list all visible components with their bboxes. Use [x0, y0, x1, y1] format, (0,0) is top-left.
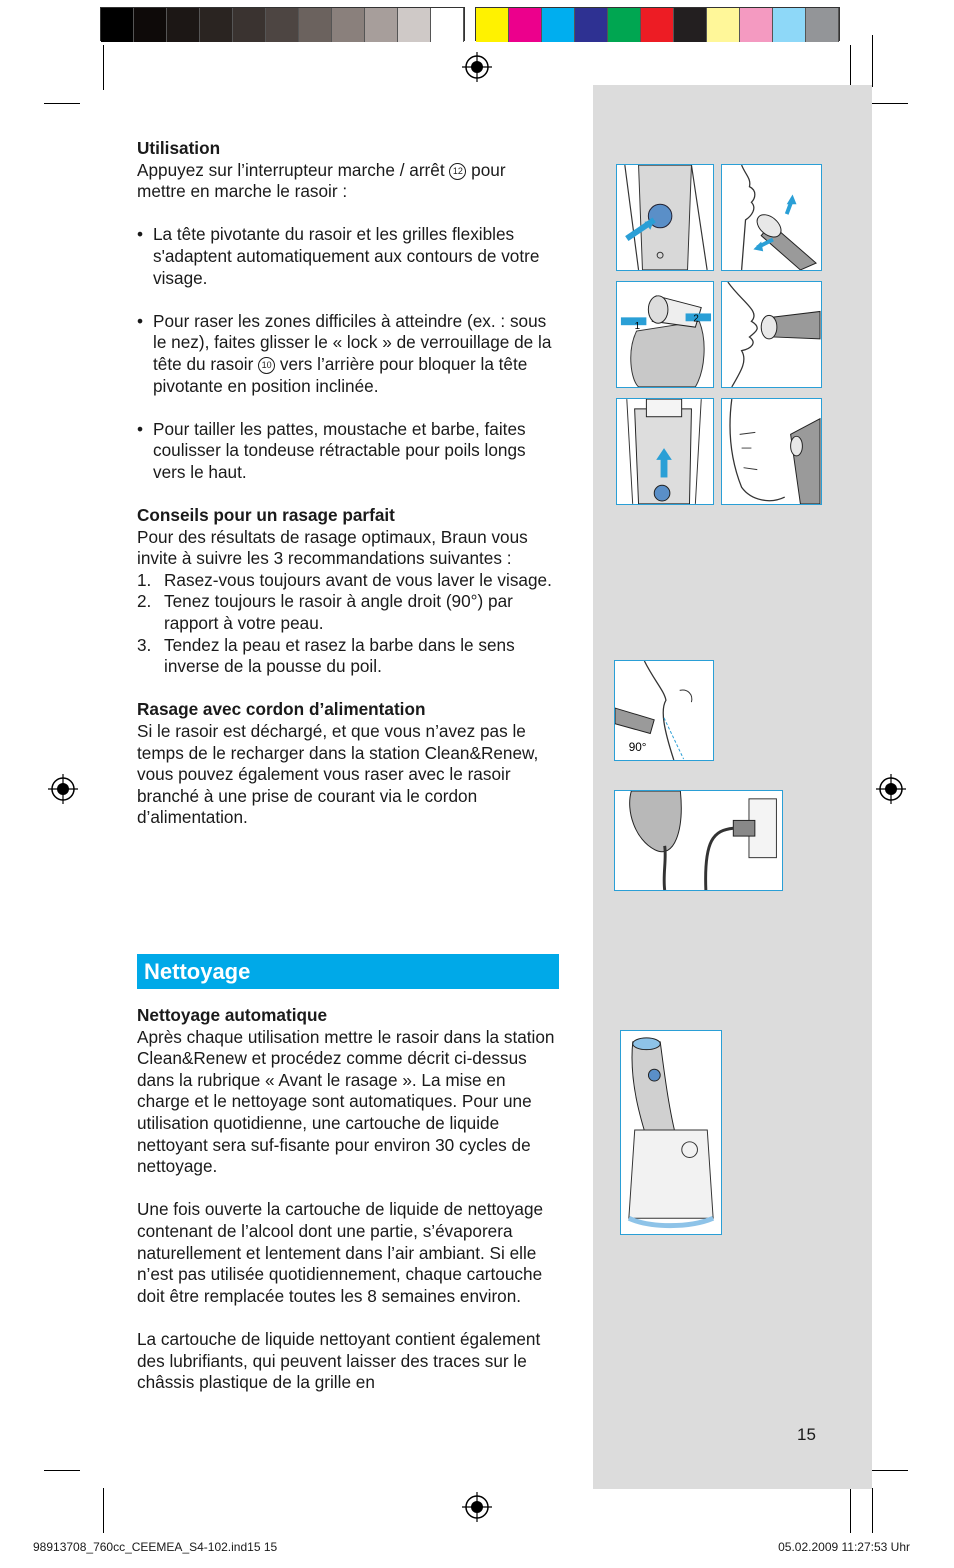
- crop-mark: [44, 103, 80, 104]
- list-item: 3. Tendez la peau et rasez la barbe dans le sens inverse de la pousse du poil.: [137, 634, 515, 677]
- color-swatch: [575, 8, 608, 42]
- lock-slider-icon: [617, 282, 713, 387]
- list-item: • Pour raser les zones difficiles à atteindre (ex. : sous le nez), faites glisser le « lock » de verrouillage de la tête du rasoir 10 vers l’arrière pour bloquer la tête pivotante en position inclinée.: [137, 310, 552, 396]
- figure-trimmer: [616, 398, 714, 505]
- registration-mark-icon: [876, 774, 906, 804]
- color-swatch: [134, 8, 167, 42]
- grayscale-swatches: [100, 7, 465, 41]
- section-banner-cleaning: Nettoyage: [137, 954, 559, 989]
- color-swatch: [101, 8, 134, 42]
- section-heading-tips: Conseils pour un rasage parfait: [137, 505, 395, 526]
- color-swatch: [167, 8, 200, 42]
- color-swatch: [365, 8, 398, 42]
- step-label: 1: [634, 321, 641, 333]
- color-swatches: [475, 7, 840, 41]
- color-swatch: [707, 8, 740, 42]
- figure-sideburns: [721, 398, 822, 505]
- shaver-cord-icon: [615, 791, 782, 890]
- figure-lock-slider: [616, 281, 714, 388]
- color-swatch: [641, 8, 674, 42]
- crop-mark: [872, 1470, 908, 1471]
- color-swatch: [431, 8, 464, 42]
- footer-timestamp: 05.02.2009 11:27:53 Uhr: [778, 1540, 910, 1554]
- page-number: 15: [797, 1425, 816, 1444]
- registration-mark-icon: [462, 1492, 492, 1522]
- crop-mark: [872, 1488, 873, 1533]
- section-heading-clean: Nettoyage automatique: [137, 1005, 328, 1025]
- figure-cord: [614, 790, 783, 891]
- crop-mark: [850, 45, 851, 90]
- tips-intro: Pour des résultats de rasage optimaux, Braun vous invite à suivre les 3 recommandations suivantes :: [137, 526, 528, 569]
- color-calibration-bar: [100, 7, 850, 41]
- use-intro: Appuyez sur l’interrupteur marche / arrêt 12 pour mettre en marche le rasoir :: [137, 159, 506, 202]
- step-label: 2: [693, 313, 699, 325]
- color-swatch: [806, 8, 839, 42]
- face-shaving-icon: [722, 165, 821, 270]
- color-swatch: [509, 8, 542, 42]
- cleaning-text-column: [137, 1005, 559, 1394]
- figure-head-lock: [721, 164, 822, 271]
- color-swatch: [233, 8, 266, 42]
- registration-mark-icon: [462, 52, 492, 82]
- color-swatch: [542, 8, 575, 42]
- footer-file-info: 98913708_760cc_CEEMEA_S4-102.ind15 15: [33, 1540, 278, 1554]
- figure-angle: [614, 660, 714, 761]
- figure-switch-on: [616, 164, 714, 271]
- crop-mark: [872, 35, 873, 87]
- clean-paragraph: Après chaque utilisation mettre le rasoir dans la station Clean&Renew et procédez comme décrit ci-dessus dans la rubrique « Avant le rasage ». La mise en charge et le nettoyage sont automatiques. Pour une utilisation quotidienne, une cartouche de liquide nettoyant sera suf-fisante pour environ 30 cycles de nettoyage.: [137, 1026, 555, 1177]
- face-angle-icon: [615, 661, 713, 760]
- section-heading-cord: Rasage avec cordon d’alimentation: [137, 699, 426, 720]
- color-swatch: [608, 8, 641, 42]
- section-heading-use: Utilisation: [137, 138, 221, 158]
- clean-paragraph: Une fois ouverte la cartouche de liquide de nettoyage contenant de l’alcool dont une partie, s’évaporera naturellement et lentement dans l’air ambiant. Si elle n’est pas utilisée quotidiennement, chaque cartouche doit être remplacée toutes les 8 semaines environ.: [137, 1199, 544, 1306]
- crop-mark: [44, 1470, 80, 1471]
- figure-clean-station: [620, 1030, 722, 1235]
- crop-mark: [103, 45, 104, 90]
- crop-mark: [872, 103, 908, 104]
- ref-number-badge: 12: [449, 163, 466, 180]
- list-item: • La tête pivotante du rasoir et les grilles flexibles s'adaptent automatiquement aux contours de votre visage.: [137, 224, 540, 288]
- shaver-switch-icon: [617, 165, 713, 270]
- clean-paragraph: La cartouche de liquide nettoyant contient également des lubrifiants, qui peuvent laisser des traces sur le châssis plastique de la grille en: [137, 1328, 541, 1393]
- face-sideburns-icon: [722, 399, 821, 504]
- trimmer-icon: [617, 399, 713, 504]
- main-text-column: [137, 138, 559, 829]
- list-item: 2. Tenez toujours le rasoir à angle droit (90°) par rapport à votre peau.: [137, 591, 513, 634]
- crop-mark: [103, 1488, 104, 1533]
- face-under-nose-icon: [722, 282, 821, 387]
- list-item: • Pour tailler les pattes, moustache et barbe, faites coulisser la tondeuse rétractable pour poils longs vers le haut.: [137, 418, 526, 482]
- crop-mark: [850, 1488, 851, 1533]
- color-swatch: [266, 8, 299, 42]
- registration-mark-icon: [48, 774, 78, 804]
- figure-under-nose: [721, 281, 822, 388]
- angle-label: 90°: [628, 741, 647, 755]
- color-swatch: [740, 8, 773, 42]
- color-swatch: [200, 8, 233, 42]
- color-swatch: [332, 8, 365, 42]
- cord-text: Si le rasoir est déchargé, et que vous n’avez pas le temps de le recharger dans la station Clean&Renew, vous pouvez également vous raser avec le rasoir branché à une prise de courant via le cordon d’alimentation.: [137, 721, 539, 828]
- color-swatch: [476, 8, 509, 42]
- color-swatch: [773, 8, 806, 42]
- clean-station-icon: [621, 1031, 721, 1234]
- color-swatch: [674, 8, 707, 42]
- color-swatch: [398, 8, 431, 42]
- list-item: 1. Rasez-vous toujours avant de vous laver le visage.: [137, 569, 552, 590]
- ref-number-badge: 10: [258, 357, 275, 374]
- color-swatch: [299, 8, 332, 42]
